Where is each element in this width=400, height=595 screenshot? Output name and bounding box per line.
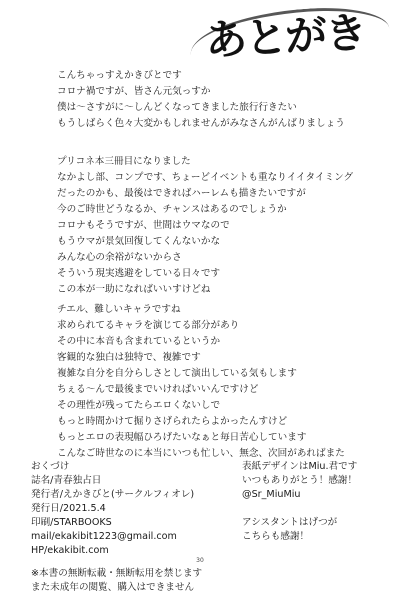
- credit-line: いつもありがとう！感謝！: [242, 475, 358, 486]
- colophon: [31, 460, 202, 595]
- credit-line: こちらも感謝！: [242, 531, 310, 542]
- colophon-line: 誌名/青春独占日: [31, 475, 102, 486]
- text-line: 客観的な独白は独特で、複雑です: [57, 352, 201, 363]
- colophon-line: 発行者/えかきびと(サークルフィオレ): [31, 489, 195, 500]
- colophon-line: 印刷/STARBOOKS: [31, 517, 112, 528]
- colophon-website: HP/ekakibit.com: [31, 545, 109, 556]
- text-line: コロナもそうですが、世間はウマなので: [57, 220, 230, 231]
- text-line: みんな心の余裕がないからさ: [57, 252, 182, 263]
- page-number: 30: [196, 557, 204, 564]
- text-line: 今のご時世どうなるか、チャンスはあるのでしょうか: [57, 204, 287, 215]
- designer-handle: @Sr_MiuMiu: [242, 489, 301, 500]
- assistant-credit: [242, 516, 337, 544]
- text-line: その理性が残ってたらエロくないしで: [57, 400, 221, 411]
- copyright-notice: また未成年の閲覧、購入はできません: [31, 582, 195, 593]
- copyright-notice: ※本書の無断転載・無断転用を禁じます: [31, 568, 203, 579]
- colophon-email: mail/ekakibit1223@gmail.com: [31, 531, 177, 542]
- credit-line: 表紙デザインはMiu.君です: [242, 461, 358, 472]
- text-line: ちぇる～んで最後までいければいいんですけど: [57, 384, 259, 395]
- text-line: もっとエロの表現幅ひろげたいなぁと毎日苦心しています: [57, 432, 307, 443]
- text-line: チエル、難しいキャラですね: [57, 304, 181, 315]
- text-line: なかよし部、コンプです、ちょーどイベントも重なりイイタイミング: [57, 172, 354, 183]
- text-line: もっと時間かけて掘りさげられたらよかったんすけど: [57, 416, 288, 427]
- afterword-paragraph-1: [57, 68, 345, 132]
- text-line: 僕は～さすがに～しんどくなってきました旅行行きたい: [57, 102, 297, 113]
- text-line: こんなご時世なのに本当にいつも忙しい、無念、次回があればまた: [57, 448, 345, 459]
- text-line: だったのかも、最後はできればハーレムも描きたいですが: [57, 188, 306, 199]
- afterword-paragraph-3: [57, 302, 345, 462]
- cover-design-credit: [242, 460, 357, 502]
- text-line: こんちゃっすえかきびとです: [57, 70, 182, 81]
- colophon-heading: おくづけ: [31, 461, 70, 472]
- credit-line: アシスタントはげつが: [242, 517, 338, 528]
- text-line: その中に本音も含まれているというか: [57, 336, 221, 347]
- text-line: もうしばらく色々大変かもしれませんがみなさんがんばりましょう: [57, 118, 345, 129]
- afterword-paragraph-2: [57, 154, 353, 298]
- colophon-line: 発行日/2021.5.4: [31, 503, 106, 514]
- text-line: 複雑な自分を自分らしさとして演出している気もします: [57, 368, 297, 379]
- text-line: そういう現実逃避をしている日々です: [57, 268, 221, 279]
- text-line: もうウマが景気回復してくんないかな: [57, 236, 221, 247]
- text-line: 求められてるキャラを演じてる部分があり: [57, 320, 240, 331]
- text-line: コロナ禍ですが、皆さん元気っすか: [57, 86, 211, 97]
- page-title: あとがき: [203, 7, 367, 66]
- text-line: この本が一助になればいいすけどね: [57, 284, 211, 295]
- text-line: プリコネ本三冊目になりました: [57, 156, 191, 167]
